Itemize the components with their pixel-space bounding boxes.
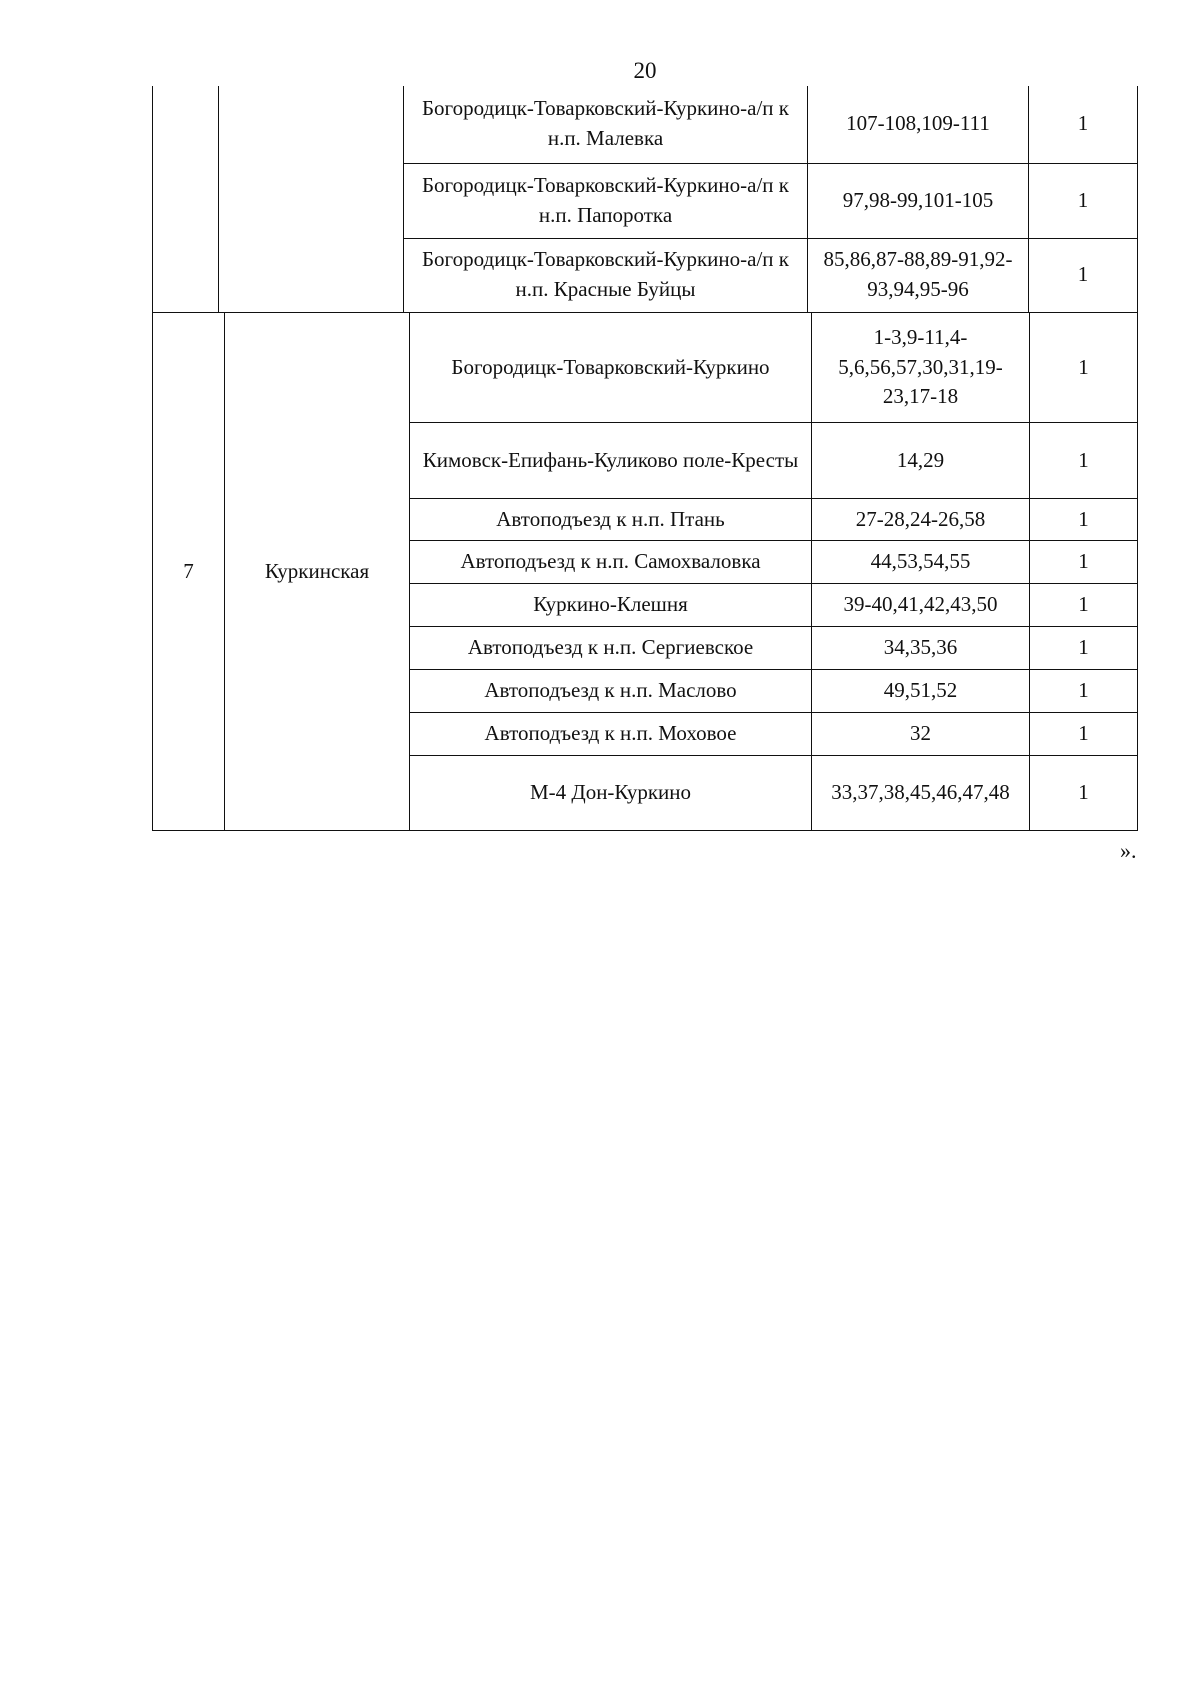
count-cell: 1 — [1030, 313, 1138, 423]
count-cell: 1 — [1030, 499, 1138, 541]
road-cell: Автоподъезд к н.п. Сергиевское — [410, 627, 812, 670]
km-cell: 1-3,9-11,4-5,6,56,57,30,31,19-23,17-18 — [812, 313, 1030, 423]
group-name: Куркинская — [225, 313, 410, 831]
count-cell: 1 — [1030, 541, 1138, 584]
group-number: 7 — [153, 313, 225, 831]
km-cell: 107-108,109-111 — [808, 86, 1029, 163]
count-cell: 1 — [1030, 627, 1138, 670]
count-cell: 1 — [1030, 584, 1138, 627]
km-cell: 27-28,24-26,58 — [812, 499, 1030, 541]
closing-quote-mark: ». — [1120, 838, 1137, 863]
road-cell: Кимовск-Епифань-Куликово поле-Кресты — [410, 423, 812, 499]
count-cell: 1 — [1030, 756, 1138, 831]
road-cell: Куркино-Клешня — [410, 584, 812, 627]
road-cell: М-4 Дон-Куркино — [410, 756, 812, 831]
page-number: 20 — [633, 58, 657, 83]
km-cell: 97,98-99,101-105 — [808, 163, 1029, 238]
km-cell: 33,37,38,45,46,47,48 — [812, 756, 1030, 831]
road-cell: Автоподъезд к н.п. Самохваловка — [410, 541, 812, 584]
count-cell: 1 — [1030, 670, 1138, 713]
road-cell: Автоподъезд к н.п. Маслово — [410, 670, 812, 713]
km-cell: 85,86,87-88,89-91,92-93,94,95-96 — [808, 238, 1029, 312]
table-row — [153, 86, 1138, 163]
km-cell: 32 — [812, 713, 1030, 756]
road-cell: Богородицк-Товарковский-Куркино-а/п к н.п. Красные Буйцы — [404, 238, 808, 312]
table-row — [153, 313, 1138, 423]
count-cell: 1 — [1029, 163, 1138, 238]
road-cell: Автоподъезд к н.п. Птань — [410, 499, 812, 541]
count-cell: 1 — [1029, 238, 1138, 312]
km-cell: 49,51,52 — [812, 670, 1030, 713]
count-cell: 1 — [1030, 713, 1138, 756]
group-number-cell — [153, 86, 219, 312]
continuation-table — [152, 86, 1138, 313]
km-cell: 14,29 — [812, 423, 1030, 499]
km-cell: 39-40,41,42,43,50 — [812, 584, 1030, 627]
group-table — [152, 312, 1138, 831]
km-cell: 44,53,54,55 — [812, 541, 1030, 584]
road-cell: Богородицк-Товарковский-Куркино — [410, 313, 812, 423]
km-cell: 34,35,36 — [812, 627, 1030, 670]
road-cell: Богородицк-Товарковский-Куркино-а/п к н.п. Малевка — [404, 86, 808, 163]
road-cell: Богородицк-Товарковский-Куркино-а/п к н.п. Папоротка — [404, 163, 808, 238]
road-cell: Автоподъезд к н.п. Моховое — [410, 713, 812, 756]
group-name-cell — [219, 86, 404, 312]
count-cell: 1 — [1030, 423, 1138, 499]
count-cell: 1 — [1029, 86, 1138, 163]
